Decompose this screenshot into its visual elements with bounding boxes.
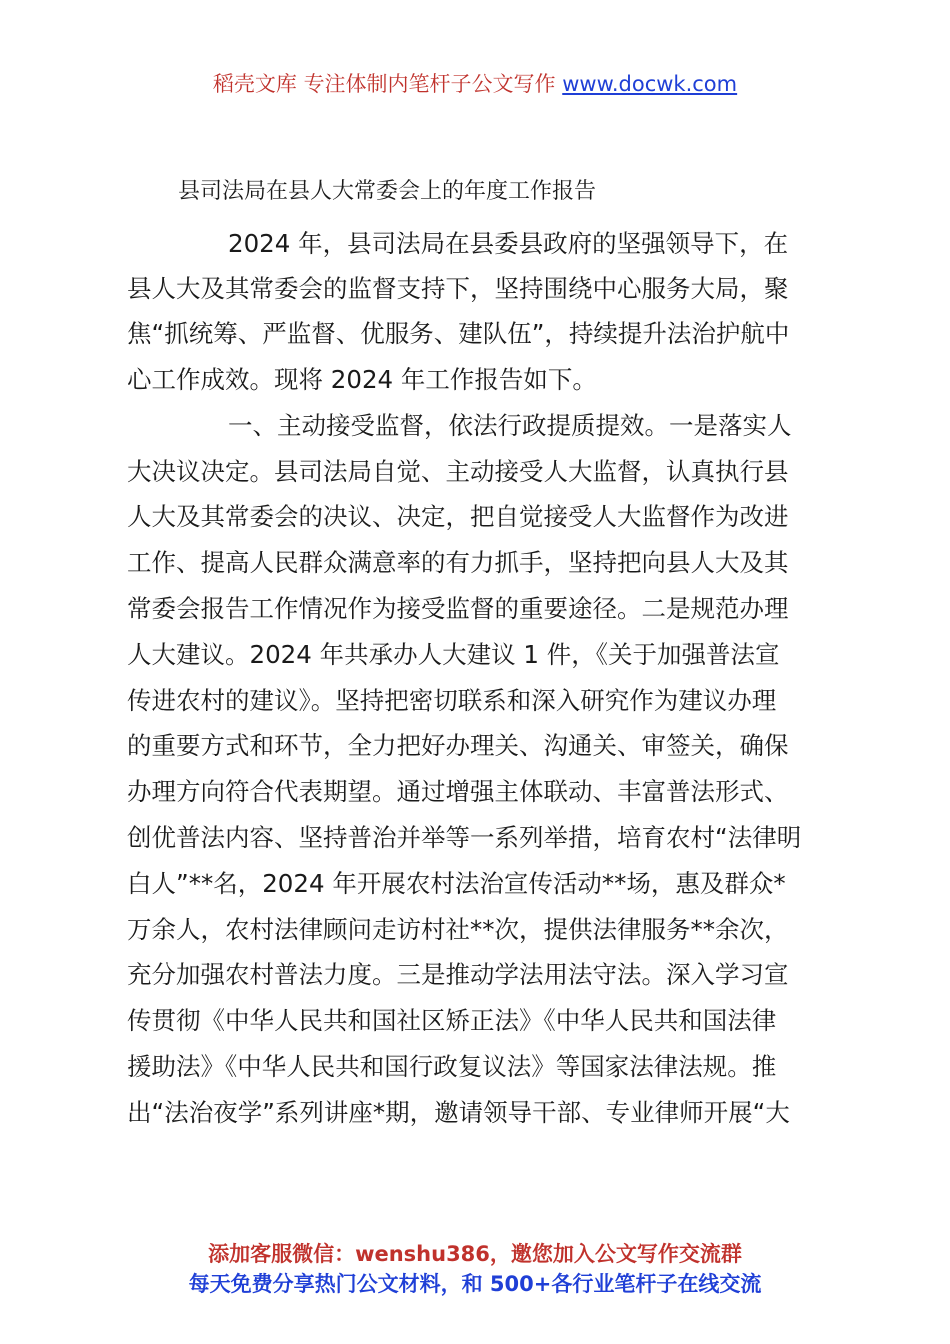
body-line: 常委会报告工作情况作为接受监督的重要途径。二是规范办理 bbox=[127, 594, 789, 623]
footer-suffix: ，邀您加入公文写作交流群 bbox=[489, 1242, 742, 1266]
body-line: 人大建议。2024 年共承办人大建议 1 件，《关于加强普法宣 bbox=[127, 640, 780, 669]
body-line: 人大及其常委会的决议、决定，把自觉接受人大监督作为改进 bbox=[127, 502, 789, 531]
body-line: 传贯彻《中华人民共和国社区矫正法》《中华人民共和国法律 bbox=[127, 1006, 777, 1035]
body-line: 传进农村的建议》。坚持把密切联系和深入研究作为建议办理 bbox=[127, 686, 777, 715]
site-link[interactable]: www.docwk.com bbox=[562, 72, 738, 96]
body-line: 工作、提高人民群众满意率的有力抓手，坚持把向县人大及其 bbox=[127, 548, 789, 577]
document-title: 县司法局在县人大常委会上的年度工作报告 bbox=[178, 179, 597, 204]
page-header bbox=[0, 68, 950, 100]
body-line: 援助法》《中华人民共和国行政复议法》等国家法律法规。推 bbox=[127, 1052, 777, 1081]
header-slogan: 专注体制内笔杆子公文写作 bbox=[303, 72, 556, 96]
body-line: 心工作成效。现将 2024 年工作报告如下。 bbox=[127, 365, 597, 394]
footer-prefix: 添加客服微信： bbox=[208, 1242, 356, 1266]
body-line: 大决议决定。县司法局自觉、主动接受人大监督，认真执行县 bbox=[127, 457, 789, 486]
body-line: 创优普法内容、坚持普治并举等一系列举措，培育农村“法律明 bbox=[127, 823, 802, 852]
body-line: 充分加强农村普法力度。三是推动学法用法守法。深入学习宣 bbox=[127, 960, 789, 989]
body-line: 2024 年，县司法局在县委县政府的坚强领导下，在 bbox=[228, 229, 789, 258]
footer-wechat-invite bbox=[0, 1240, 950, 1268]
body-line: 出“法治夜学”系列讲座*期，邀请领导干部、专业律师开展“大 bbox=[127, 1098, 790, 1127]
wechat-id: wenshu386 bbox=[355, 1242, 490, 1266]
brand-name: 稻壳文库 bbox=[212, 72, 297, 96]
body-line: 焦“抓统筹、严监督、优服务、建队伍”，持续提升法治护航中 bbox=[127, 319, 790, 348]
footer-share-note: 每天免费分享热门公文材料，和 500+各行业笔杆子在线交流 bbox=[188, 1272, 762, 1296]
body-line: 办理方向符合代表期望。通过增强主体联动、丰富普法形式、 bbox=[127, 777, 789, 806]
body-line: 万余人，农村法律顾问走访村社**次，提供法律服务**余次， bbox=[127, 915, 789, 944]
body-line: 县人大及其常委会的监督支持下，坚持围绕中心服务大局，聚 bbox=[127, 274, 789, 303]
body-line: 白人”**名，2024 年开展农村法治宣传活动**场，惠及群众* bbox=[127, 869, 786, 898]
body-line: 一、主动接受监督，依法行政提质提效。一是落实人 bbox=[228, 411, 792, 440]
body-line: 的重要方式和环节，全力把好办理关、沟通关、审签关，确保 bbox=[127, 731, 789, 760]
